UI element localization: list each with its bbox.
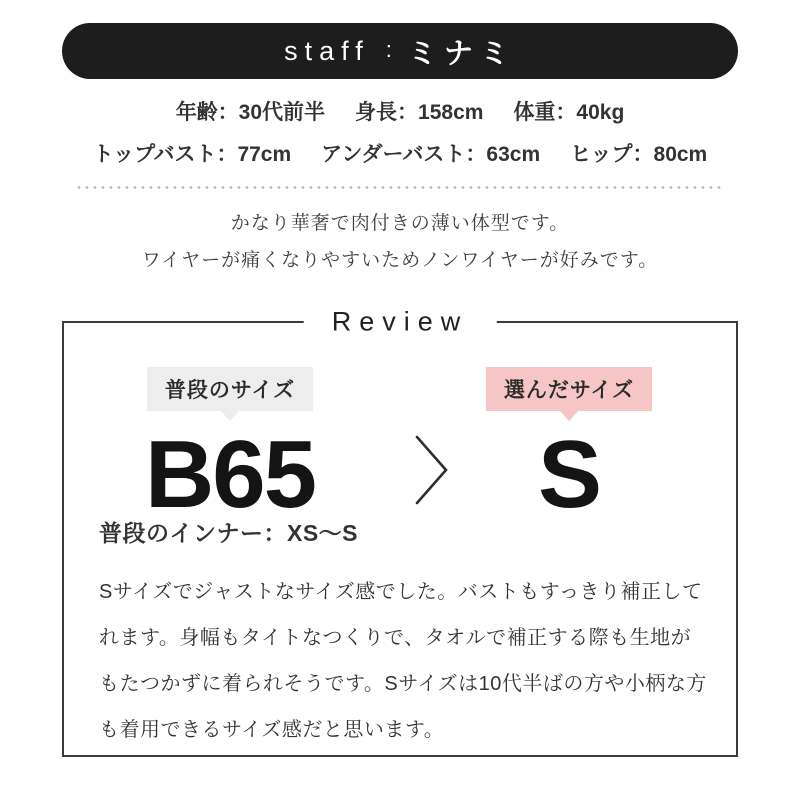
stat-height: 身長：158cm xyxy=(355,101,484,124)
review-comment: Sサイズでジャストなサイズ感でした。バストもすっきり補正してれます。身幅もタイトなつくりで、タオルで補正する際も生地がもたつかずに着られそうです。Sサイズは10代半ばの方や小柄な方も着用できるサイズ感だと思います。 xyxy=(99,581,707,742)
staff-label: staff xyxy=(284,35,370,66)
chosen-size-column xyxy=(444,367,694,529)
chosen-size-label: 選んだサイズ xyxy=(503,379,635,403)
stat-hip: ヒップ：80cm xyxy=(570,143,708,167)
usual-size-label: 普段のサイズ xyxy=(164,379,296,403)
usual-size-badge xyxy=(147,367,313,411)
description-line-1: かなり華奢で肉付きの薄い体型です。 xyxy=(230,213,570,235)
description-line-2: ワイヤーが痛くなりやすいためノンワイヤーが好みです。 xyxy=(141,250,659,272)
stat-weight: 体重：40kg xyxy=(513,101,625,124)
usual-inner-text: 普段のインナー：XS〜S xyxy=(99,520,359,547)
stat-age: 年齢：30代前半 xyxy=(175,101,326,124)
staff-colon: : xyxy=(385,37,392,62)
staff-name: ミナミ xyxy=(407,37,516,70)
usual-size-value: B65 xyxy=(144,421,316,529)
usual-size-column xyxy=(100,367,360,529)
review-box xyxy=(62,306,738,757)
review-title: Review xyxy=(304,307,497,338)
profile-stats-row-2 xyxy=(0,142,800,167)
staff-header-bar xyxy=(62,23,738,79)
profile-stats xyxy=(0,100,800,167)
stat-top-bust: トップバスト：77cm xyxy=(92,143,292,167)
stat-under-bust: アンダーバスト：63cm xyxy=(321,143,541,167)
dotted-divider xyxy=(75,186,725,189)
profile-description xyxy=(0,205,800,279)
chosen-size-value: S xyxy=(537,421,601,529)
chosen-size-badge xyxy=(486,367,652,411)
profile-stats-row-1 xyxy=(0,100,800,125)
